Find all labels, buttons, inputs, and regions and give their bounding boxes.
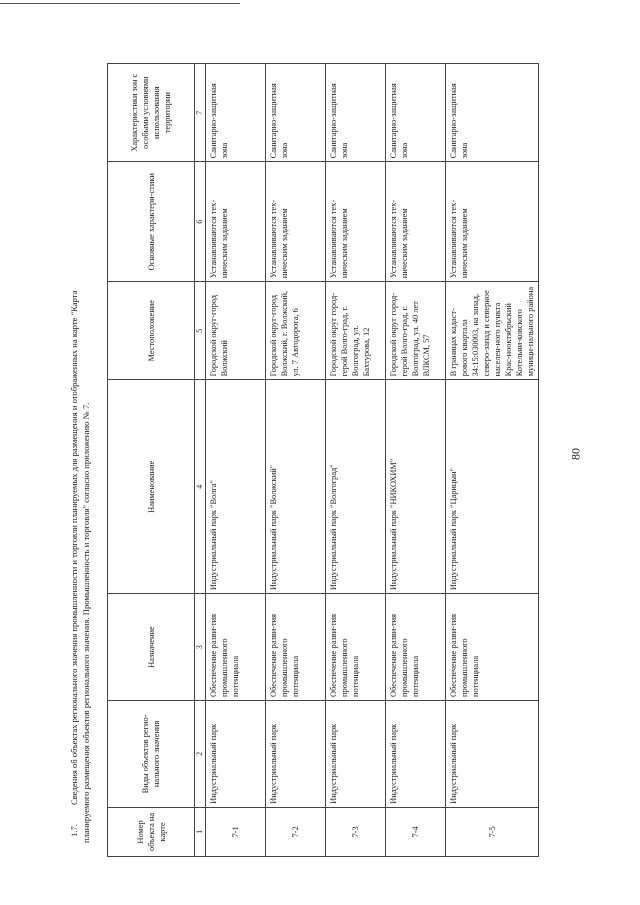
object-type-cell: Индустриальный парк — [206, 700, 266, 807]
characteristics-cell: Устанавливаются тех-ническим заданием — [326, 162, 386, 282]
column-number: 3 — [195, 594, 206, 701]
caption-line-2: планируемого размещения объектов регионального значения. Промышленность и торговля" согласно приложению № 7. — [81, 402, 91, 843]
header-name: Наименование — [108, 380, 195, 594]
table-row — [446, 64, 539, 857]
name-cell: Индустриальный парк "НИКОХИМ" — [386, 380, 446, 594]
zones-cell: Санитарно-защитная зона — [446, 64, 539, 162]
zones-cell: Санитарно-защитная зона — [266, 64, 326, 162]
object-type-cell: Индустриальный парк — [326, 700, 386, 807]
caption-line-1: Сведения об объектах регионального значения промышленности и торговли планируемых для размещения и отображенных на карте "Карта — [69, 290, 79, 805]
location-cell: Городской округ-город Волжский, г. Волжский, ул. 7 Автодорога, 6 — [266, 282, 326, 380]
header-purpose: Назначение — [108, 594, 195, 701]
objects-table — [107, 63, 539, 857]
purpose-cell: Обеспечение разви-тия промышленного потенциала — [266, 594, 326, 701]
zones-cell: Санитарно-защитная зона — [386, 64, 446, 162]
location-cell: В границах кадаст-рового квартала 34:15:030003, на запад, северо-запад и северное населен-ного пункта Крас-нооктябрьский Котельни-ковского муници-пального района — [446, 282, 539, 380]
table-row — [266, 64, 326, 857]
column-number-row — [195, 64, 206, 857]
name-cell: Индустриальный парк "Волжский" — [266, 380, 326, 594]
name-cell: Индустриальный парк "Волгоград" — [326, 380, 386, 594]
zones-cell: Санитарно-защитная зона — [326, 64, 386, 162]
purpose-cell: Обеспечение разви-тия промышленного потенциала — [446, 594, 539, 701]
object-number-cell: 7-5 — [446, 807, 539, 856]
characteristics-cell: Устанавливаются тех-ническим заданием — [386, 162, 446, 282]
object-type-cell: Индустриальный парк — [446, 700, 539, 807]
header-row — [108, 64, 195, 857]
object-number-cell: 7-2 — [266, 807, 326, 856]
header-location: Местоположение — [108, 282, 195, 380]
column-number: 5 — [195, 282, 206, 380]
column-number: 4 — [195, 380, 206, 594]
characteristics-cell: Устанавливаются тех-ническим заданием — [446, 162, 539, 282]
column-number: 2 — [195, 700, 206, 807]
characteristics-cell: Устанавливаются тех-ническим заданием — [266, 162, 326, 282]
table-row — [386, 64, 446, 857]
header-zones: Характеристики зон с особыми условиями использования территории — [108, 64, 195, 162]
object-number-cell: 7-3 — [326, 807, 386, 856]
object-type-cell: Индустриальный парк — [266, 700, 326, 807]
page-number: 80 — [568, 448, 583, 460]
location-cell: Городской округ-город Волжский — [206, 282, 266, 380]
purpose-cell: Обеспечение разви-тия промышленного потенциала — [326, 594, 386, 701]
location-cell: Городской округ город-герой Волго-град, г. Волгоград, ул. 40 лет ВЛКСМ, 57 — [386, 282, 446, 380]
header-object-number: Номер объекта на карте — [108, 807, 195, 856]
name-cell: Индустриальный парк "Волга" — [206, 380, 266, 594]
header-object-type: Виды объектов регио-нального значения — [108, 700, 195, 807]
object-number-cell: 7-4 — [386, 807, 446, 856]
section-caption — [68, 73, 92, 843]
section-number: 1.7. — [69, 824, 79, 837]
purpose-cell: Обеспечение разви-тия промышленного потенциала — [206, 594, 266, 701]
column-number: 1 — [195, 807, 206, 856]
name-cell: Индустриальный парк "Царицын" — [446, 380, 539, 594]
column-number: 6 — [195, 162, 206, 282]
table-row — [326, 64, 386, 857]
characteristics-cell: Устанавливаются тех-ническим заданием — [206, 162, 266, 282]
column-number: 7 — [195, 64, 206, 162]
location-cell: Городской округ город-герой Волго-град, г. Волгоград, ул. Бахтурова, 12 — [326, 282, 386, 380]
table-row — [206, 64, 266, 857]
object-type-cell: Индустриальный парк — [386, 700, 446, 807]
zones-cell: Санитарно-защитная зона — [206, 64, 266, 162]
header-characteristics: Основные характери-стики — [108, 162, 195, 282]
purpose-cell: Обеспечение разви-тия промышленного потенциала — [386, 594, 446, 701]
object-number-cell: 7-1 — [206, 807, 266, 856]
